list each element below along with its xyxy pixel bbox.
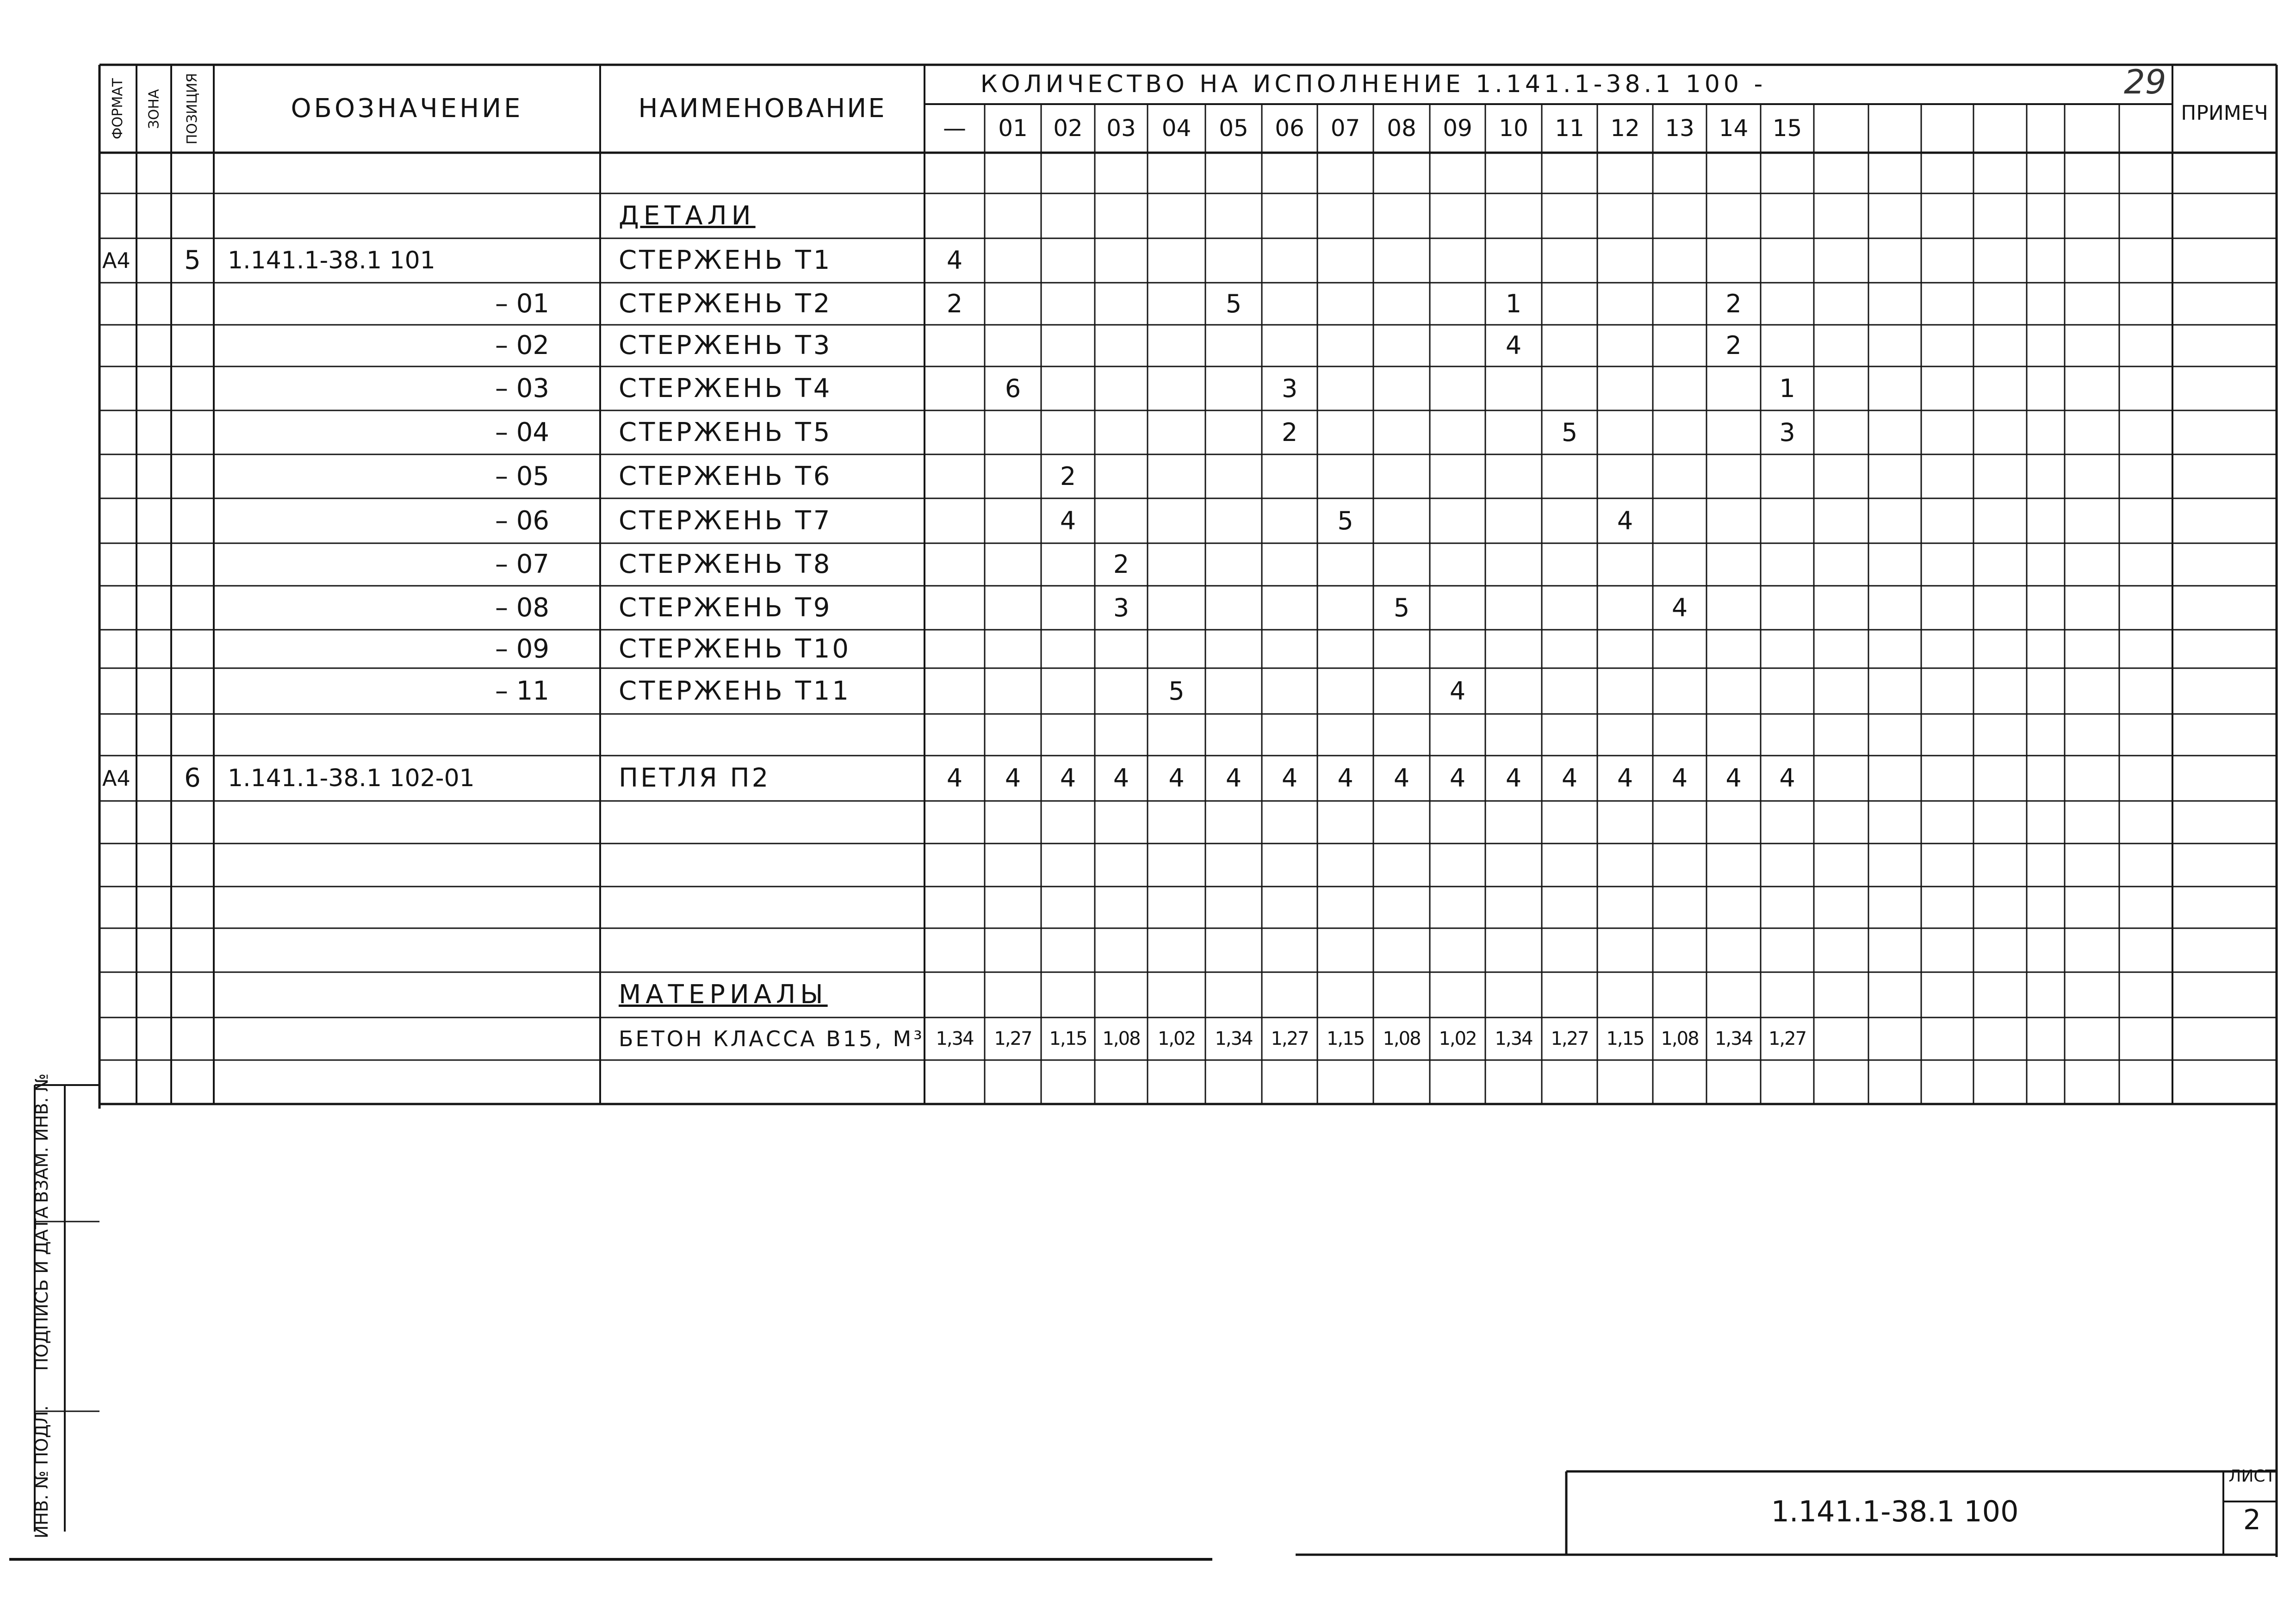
cell-position: 6: [184, 763, 201, 793]
cell-qty: 3: [1779, 418, 1795, 447]
cell-qty: 1,02: [1157, 1028, 1196, 1049]
cell-qty: 4: [1505, 763, 1522, 793]
cell-qty: 5: [1168, 676, 1185, 706]
cell-qty: 1,27: [994, 1028, 1032, 1049]
cell-qty: 1,08: [1383, 1028, 1421, 1049]
cell-qty: 5: [1225, 289, 1242, 318]
cell-qty: 4: [1671, 763, 1688, 793]
cell-name: СТЕРЖЕНЬ Т5: [619, 417, 832, 447]
cell-designation: – 05: [495, 461, 549, 491]
cell-designation: – 07: [495, 549, 549, 579]
variant-header: 03: [1106, 115, 1136, 142]
cell-designation: – 06: [495, 506, 549, 536]
cell-qty: 4: [1005, 763, 1021, 793]
cell-qty: 1,15: [1606, 1028, 1644, 1049]
cell-designation: – 11: [495, 676, 549, 706]
cell-qty: 1,34: [1215, 1028, 1253, 1049]
variant-header: 12: [1610, 115, 1640, 142]
cell-qty: 1,27: [1271, 1028, 1309, 1049]
cell-name: СТЕРЖЕНЬ Т6: [619, 461, 832, 491]
cell-qty: 4: [1281, 763, 1298, 793]
cell-qty: 4: [1449, 763, 1466, 793]
cell-qty: 2: [1725, 331, 1742, 360]
variant-header: 06: [1275, 115, 1304, 142]
cell-qty: 4: [1505, 331, 1522, 360]
cell-qty: 4: [1060, 506, 1076, 535]
cell-qty: 1,08: [1102, 1028, 1140, 1049]
cell-name: СТЕРЖЕНЬ Т10: [619, 634, 851, 664]
variant-header: 14: [1719, 115, 1749, 142]
cell-qty: 1,27: [1551, 1028, 1589, 1049]
side-stamp-sign-date: ПОДПИСЬ И ДАТА: [31, 1206, 52, 1371]
cell-name: СТЕРЖЕНЬ Т3: [619, 330, 832, 360]
cell-format: А4: [102, 248, 130, 273]
title-block-sheet-label: ЛИСТ: [2228, 1467, 2276, 1486]
cell-qty: 5: [1337, 506, 1353, 535]
cell-designation: – 08: [495, 593, 549, 623]
cell-qty: 2: [946, 289, 963, 318]
cell-qty: 6: [1005, 374, 1021, 403]
cell-qty: 2: [1281, 418, 1298, 447]
header-format: ФОРМАТ: [110, 78, 126, 140]
variant-header: 02: [1053, 115, 1083, 142]
side-stamp-vzam: ВЗАМ. ИНВ. №: [31, 1073, 52, 1203]
cell-qty: 5: [1561, 418, 1578, 447]
cell-qty: 1,34: [936, 1028, 974, 1049]
cell-designation: 1.141.1-38.1 102-01: [228, 764, 475, 792]
cell-qty: 4: [1671, 593, 1688, 622]
page-number-top: 29: [2124, 62, 2166, 101]
cell-name: СТЕРЖЕНЬ Т1: [619, 245, 832, 275]
variant-header: 09: [1443, 115, 1472, 142]
cell-qty: 4: [1060, 763, 1076, 793]
cell-qty: 1,27: [1768, 1028, 1806, 1049]
cell-position: 5: [184, 245, 201, 275]
cell-qty: 1: [1779, 374, 1795, 403]
cell-designation: 1.141.1-38.1 101: [228, 247, 435, 274]
cell-designation: – 02: [495, 330, 549, 360]
header-note: ПРИМЕЧ: [2181, 101, 2268, 125]
cell-qty: 4: [1779, 763, 1795, 793]
cell-qty: 5: [1393, 593, 1410, 622]
cell-name: СТЕРЖЕНЬ Т8: [619, 549, 832, 579]
cell-qty: 1,02: [1439, 1028, 1477, 1049]
cell-qty: 4: [1449, 676, 1466, 706]
cell-qty: 1,08: [1661, 1028, 1699, 1049]
variant-header: 11: [1555, 115, 1584, 142]
cell-qty: 2: [1725, 289, 1742, 318]
variant-header: 08: [1387, 115, 1416, 142]
cell-name: СТЕРЖЕНЬ Т9: [619, 593, 832, 623]
cell-qty: 4: [1561, 763, 1578, 793]
cell-qty: 3: [1281, 374, 1298, 403]
cell-name: ПЕТЛЯ П2: [619, 763, 771, 793]
cell-name: СТЕРЖЕНЬ Т2: [619, 289, 832, 319]
variant-header: 07: [1330, 115, 1360, 142]
cell-qty: 4: [946, 246, 963, 275]
variant-header: 10: [1499, 115, 1528, 142]
cell-qty: 1,34: [1495, 1028, 1533, 1049]
cell-name: СТЕРЖЕНЬ Т11: [619, 676, 851, 706]
cell-qty: 4: [1617, 506, 1633, 535]
cell-name: БЕТОН КЛАССА В15, М³: [619, 1026, 925, 1051]
section-heading: ДЕТАЛИ: [619, 201, 756, 231]
header-name: НАИМЕНОВАНИЕ: [638, 93, 887, 124]
cell-qty: 4: [1225, 763, 1242, 793]
cell-qty: 4: [1337, 763, 1353, 793]
title-block-doc-code: 1.141.1-38.1 100: [1771, 1495, 2019, 1528]
variant-header: 04: [1161, 115, 1191, 142]
cell-qty: 3: [1113, 593, 1129, 622]
cell-qty: 2: [1113, 550, 1129, 579]
cell-qty: 1,15: [1326, 1028, 1365, 1049]
cell-qty: 2: [1060, 462, 1076, 491]
cell-designation: – 09: [495, 634, 549, 664]
variant-header: 15: [1772, 115, 1802, 142]
header-position: ПОЗИЦИЯ: [184, 73, 200, 145]
header-designation: ОБОЗНАЧЕНИЕ: [291, 93, 523, 124]
variant-header: 01: [998, 115, 1028, 142]
side-stamp-inv-no: ИНВ. № ПОДЛ.: [31, 1405, 52, 1539]
cell-name: СТЕРЖЕНЬ Т7: [619, 506, 832, 536]
variant-header: —: [943, 115, 966, 142]
cell-designation: – 01: [495, 289, 549, 319]
cell-qty: 4: [1393, 763, 1410, 793]
cell-format: А4: [102, 766, 130, 791]
cell-qty: 1,34: [1714, 1028, 1753, 1049]
cell-qty: 1: [1505, 289, 1522, 318]
cell-qty: 1,15: [1049, 1028, 1087, 1049]
cell-qty: 4: [1725, 763, 1742, 793]
cell-qty: 4: [1113, 763, 1129, 793]
section-heading: МАТЕРИАЛЫ: [619, 980, 828, 1010]
cell-qty: 4: [946, 763, 963, 793]
header-qty-title: КОЛИЧЕСТВО НА ИСПОЛНЕНИЕ 1.141.1-38.1 100 -: [980, 70, 1767, 98]
title-block-sheet-number: 2: [2243, 1504, 2261, 1536]
cell-name: СТЕРЖЕНЬ Т4: [619, 373, 832, 403]
variant-header: 05: [1219, 115, 1248, 142]
cell-qty: 4: [1168, 763, 1185, 793]
header-zone: ЗОНА: [146, 89, 162, 129]
cell-qty: 4: [1617, 763, 1633, 793]
variant-header: 13: [1665, 115, 1694, 142]
cell-designation: – 04: [495, 417, 549, 447]
cell-designation: – 03: [495, 373, 549, 403]
